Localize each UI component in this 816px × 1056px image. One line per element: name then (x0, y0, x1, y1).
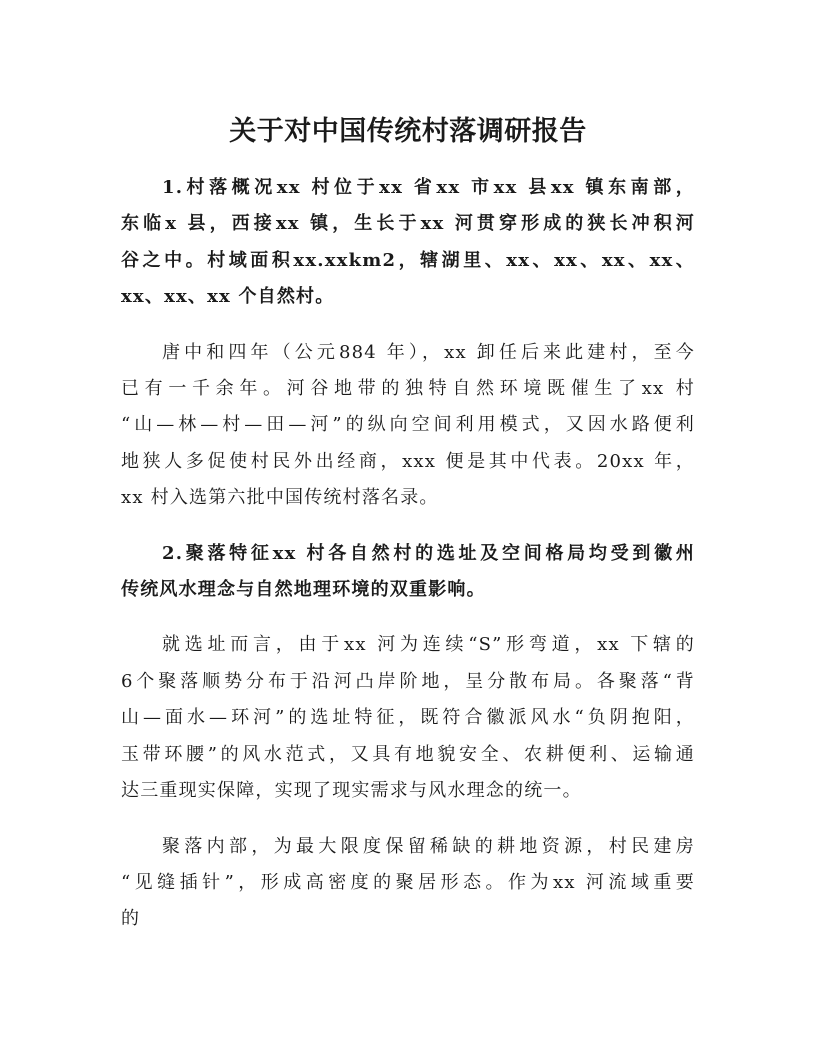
paragraph-line: 达三重现实保障，实现了现实需求与风水理念的统一。 (121, 780, 582, 802)
paragraph-line: 2.聚落特征xx 村各自然村的选址及空间格局均受到徽州 (162, 542, 695, 564)
paragraph-settlement-features (121, 536, 695, 609)
paragraph-line: xx、xx、xx 个自然村。 (121, 286, 335, 308)
paragraph-line: “山—林—村—田—河”的纵向空间利用模式，又因水路便利 (121, 414, 695, 436)
paragraph-line: xx 村入选第六批中国传统村落名录。 (121, 487, 439, 509)
document-body (121, 170, 695, 957)
paragraph-line: 1.村落概况xx 村位于xx 省xx 市xx 县xx 镇东南部， (162, 177, 695, 198)
paragraph-line: “见缝插针”，形成高密度的聚居形态。作为xx 河流域重要 (121, 871, 695, 893)
paragraph-line: 聚落内部，为最大限度保留稀缺的耕地资源，村民建房 (162, 835, 695, 857)
paragraph-line: 就选址而言，由于xx 河为连续“S”形弯道，xx 下辖的 (162, 634, 695, 656)
document-title: 关于对中国传统村落调研报告 (229, 116, 587, 147)
paragraph-line: 东临x 县，西接xx 镇，生长于xx 河贯穿形成的狭长冲积河 (121, 213, 695, 235)
paragraph-line: 6个聚落顺势分布于沿河凸岸阶地，呈分散布局。各聚落“背 (121, 670, 695, 692)
paragraph-line: 玉带环腰”的风水范式，又具有地貌安全、农耕便利、运输通 (121, 743, 695, 765)
paragraph-line: 传统风水理念与自然地理环境的双重影响。 (121, 579, 486, 601)
paragraph-settlement-interior (121, 829, 695, 938)
paragraph-history (121, 335, 695, 517)
paragraph-site-selection (121, 627, 695, 809)
paragraph-line: 谷之中。村域面积xx.xxkm2，辖湖里、xx、xx、xx、xx、 (121, 249, 695, 271)
paragraph-village-overview (121, 170, 695, 316)
paragraph-line: 的 (121, 908, 141, 930)
paragraph-line: 唐中和四年（公元884 年），xx 卸任后来此建村，至今 (162, 341, 695, 363)
paragraph-line: 已有一千余年。河谷地带的独特自然环境既催生了xx 村 (121, 378, 695, 400)
paragraph-line: 地狭人多促使村民外出经商，xxx 便是其中代表。20xx 年， (121, 450, 695, 472)
paragraph-line: 山—面水—环河”的选址特征，既符合徽派风水“负阴抱阳， (121, 707, 695, 729)
